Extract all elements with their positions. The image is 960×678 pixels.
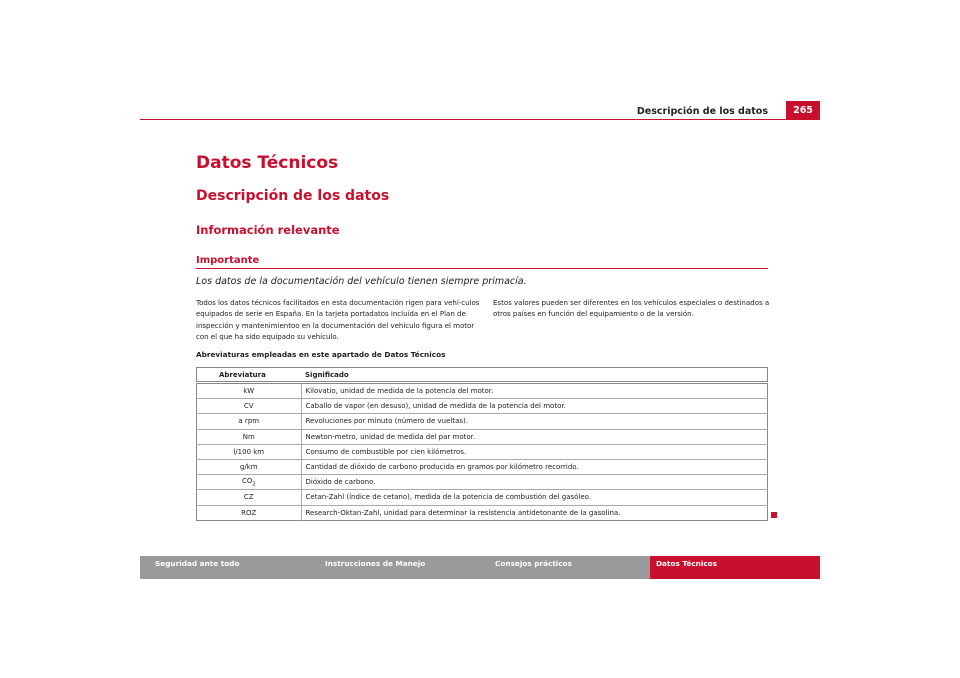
abbreviation-cell: [197, 399, 302, 414]
abbreviation-cell: [197, 414, 302, 429]
abbreviation-cell: [197, 444, 302, 459]
running-title: Descripción de los datos: [636, 106, 768, 117]
abbreviation-text: CO: [241, 477, 253, 486]
meaning-cell: Newton-metro, unidad de medida del par motor.: [301, 429, 768, 444]
footer-tab-seguridad[interactable]: Seguridad ante todo: [140, 556, 310, 579]
important-label: Importante: [196, 255, 260, 266]
meaning-cell: Revoluciones por minuto (número de vueltas).: [301, 414, 768, 429]
table-row: [197, 399, 768, 414]
chapter-title: Datos Técnicos: [196, 153, 339, 173]
right-paragraph: Estos valores pueden ser diferentes en los vehículos especiales o destinados a otros países en función del equipamiento o de la versión.: [493, 299, 770, 319]
footer-tab-datos-tecnicos[interactable]: Datos Técnicos: [650, 556, 820, 579]
meaning-cell: Caballo de vapor (en desuso), unidad de medida de la potencia del motor.: [301, 399, 768, 414]
important-text: Los datos de la documentación del vehículo tienen siempre primacía.: [196, 276, 527, 287]
abbreviation-subscript: 2: [252, 481, 256, 488]
meaning-cell: Cetan-Zahl (índice de cetano), medida de la potencia de combustión del gasóleo.: [301, 490, 768, 505]
table-row: [197, 475, 768, 490]
left-paragraph: Todos los datos técnicos facilitados en esta documentación rigen para vehí-culos equipados de serie en España. En la tarjeta portadatos incluida en el Plan de inspección y mantenimientoo en la documentación del vehículo figura el motor con el que ha sido equipado su vehículo.: [196, 299, 480, 342]
footer-nav: [140, 556, 820, 579]
meaning-cell: Research-Oktan-Zahl, unidad para determinar la resistencia antidetonante de la gasolina.: [301, 505, 768, 520]
abbreviation-text: kW: [243, 387, 255, 396]
abbreviation-cell: [197, 383, 302, 399]
abbreviation-text: l/100 km: [233, 447, 265, 456]
meaning-cell: Kilovatio, unidad de medida de la potencia del motor.: [301, 383, 768, 399]
abbreviation-text: CZ: [243, 493, 254, 502]
abbreviation-cell: [197, 459, 302, 474]
abbreviation-cell: [197, 475, 302, 490]
abbreviation-text: Nm: [242, 432, 255, 441]
table-row: [197, 383, 768, 399]
table-row: [197, 444, 768, 459]
header-abbreviation: Abreviatura: [197, 368, 302, 383]
page-number: 265: [786, 101, 820, 120]
abbreviations-table: [196, 367, 768, 521]
abbreviation-cell: [197, 429, 302, 444]
footer-tab-consejos[interactable]: Consejos prácticos: [480, 556, 650, 579]
meaning-cell: Consumo de combustible por cien kilómetros.: [301, 444, 768, 459]
header-rule: [140, 119, 820, 120]
abbreviation-text: CV: [243, 402, 254, 411]
table-header-row: [197, 368, 768, 383]
table-body: [197, 383, 768, 521]
subsection-title: Información relevante: [196, 223, 340, 237]
table-row: [197, 459, 768, 474]
abbreviation-cell: [197, 490, 302, 505]
important-rule: [196, 268, 768, 269]
footer-tab-instrucciones[interactable]: Instrucciones de Manejo: [310, 556, 480, 579]
section-title: Descripción de los datos: [196, 188, 390, 204]
end-of-section-marker: [771, 512, 777, 518]
table-row: [197, 414, 768, 429]
table-caption: Abreviaturas empleadas en este apartado de Datos Técnicos: [196, 350, 446, 359]
abbreviation-text: ROZ: [241, 508, 257, 517]
table-row: [197, 490, 768, 505]
abbreviation-text: g/km: [239, 463, 258, 472]
table-row: [197, 429, 768, 444]
header-meaning: Significado: [301, 368, 768, 383]
meaning-cell: Dióxido de carbono.: [301, 475, 768, 490]
abbreviation-text: a rpm: [238, 417, 260, 426]
table-row: [197, 505, 768, 520]
abbreviation-cell: [197, 505, 302, 520]
meaning-cell: Cantidad de dióxido de carbono producida en gramos por kilómetro recorrido.: [301, 459, 768, 474]
